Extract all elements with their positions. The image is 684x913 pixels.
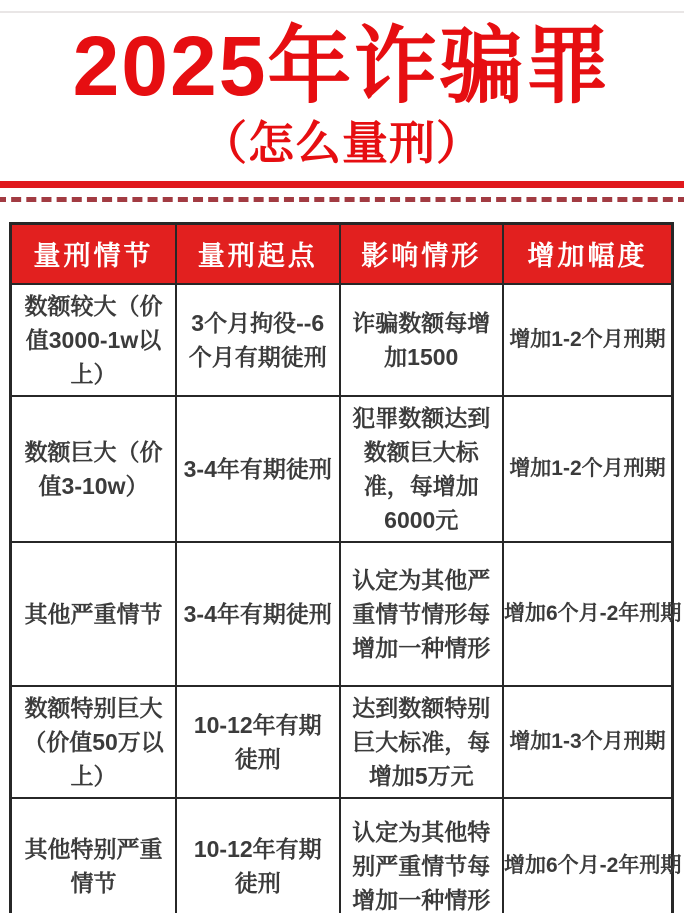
sentencing-table bbox=[9, 222, 682, 913]
table-cell: 认定为其他严重情节情形每增加一种情形 bbox=[340, 542, 504, 686]
table-cell: 诈骗数额每增加1500 bbox=[340, 284, 504, 396]
table-cell: 达到数额特别巨大标准，每增加5万元 bbox=[340, 686, 504, 798]
table-cell: 10-12年有期徒刑 bbox=[176, 686, 340, 798]
table-cell: 认定为其他特别严重情节每增加一种情形 bbox=[340, 798, 504, 913]
header-cell-increase-range: 增加幅度 bbox=[503, 224, 673, 284]
solid-red-divider bbox=[0, 181, 684, 188]
header-cell-influencing-situation: 影响情形 bbox=[340, 224, 504, 284]
table-cell: 3-4年有期徒刑 bbox=[176, 396, 340, 542]
table-cell: 10-12年有期徒刑 bbox=[176, 798, 340, 913]
table-cell: 3个月拘役--6个月有期徒刑 bbox=[176, 284, 340, 396]
table-cell: 增加6个月-2年刑期 bbox=[503, 798, 673, 913]
table-row bbox=[11, 396, 673, 542]
top-divider-line bbox=[0, 11, 684, 13]
header-cell-circumstance: 量刑情节 bbox=[11, 224, 177, 284]
table-header-row bbox=[11, 224, 673, 284]
table-row bbox=[11, 798, 673, 913]
table-cell: 数额巨大（价值3-10w） bbox=[11, 396, 177, 542]
page-subtitle: （怎么量刑） bbox=[201, 117, 483, 169]
table-row bbox=[11, 686, 673, 798]
dashed-red-divider bbox=[0, 197, 684, 202]
table-cell: 增加1-3个月刑期 bbox=[503, 686, 673, 798]
table-cell: 其他特别严重情节 bbox=[11, 798, 177, 913]
table-cell: 增加1-2个月刑期 bbox=[503, 396, 673, 542]
table-cell: 其他严重情节 bbox=[11, 542, 177, 686]
header-cell-starting-point: 量刑起点 bbox=[176, 224, 340, 284]
table-cell: 增加6个月-2年刑期 bbox=[503, 542, 673, 686]
table-cell: 数额特别巨大（价值50万以上） bbox=[11, 686, 177, 798]
table-cell: 3-4年有期徒刑 bbox=[176, 542, 340, 686]
page-title: 2025年诈骗罪 bbox=[72, 19, 612, 113]
table-row bbox=[11, 542, 673, 686]
table-cell: 增加1-2个月刑期 bbox=[503, 284, 673, 396]
table-cell: 数额较大（价值3000-1w以上） bbox=[11, 284, 177, 396]
table-cell: 犯罪数额达到数额巨大标准，每增加6000元 bbox=[340, 396, 504, 542]
table-row bbox=[11, 284, 673, 396]
